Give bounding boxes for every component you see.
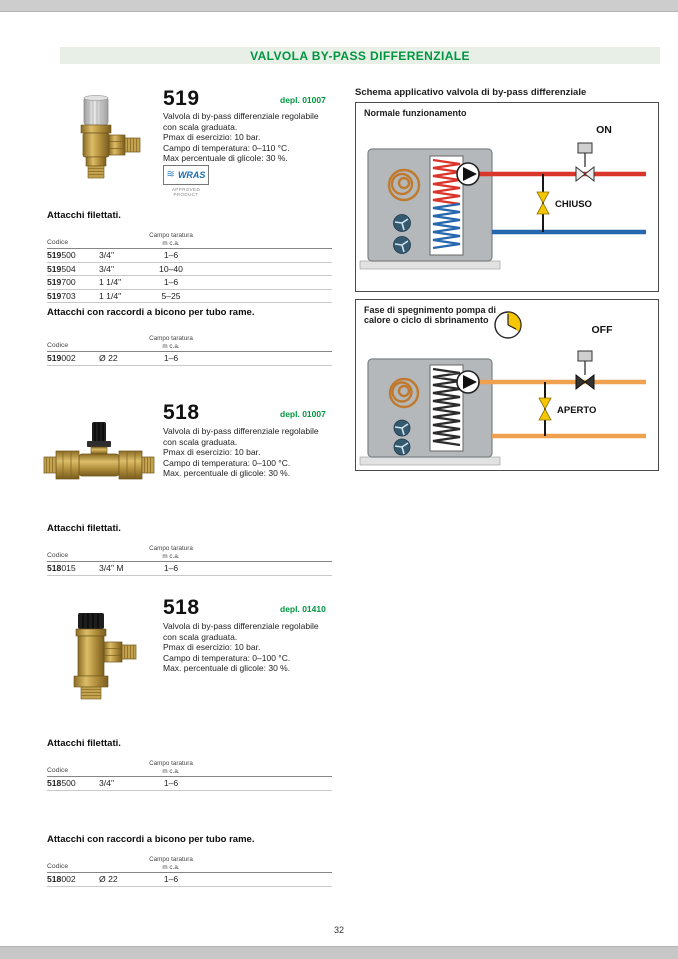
- desc-line: Campo di temperatura: 0–100 °C.: [163, 652, 291, 663]
- valve-outlet: [104, 642, 136, 662]
- product-image-518a: [36, 420, 162, 503]
- depl-code-518b: depl. 01410: [280, 604, 326, 614]
- bypass-valve-icon: [537, 192, 549, 214]
- valve-body: [79, 447, 119, 476]
- cell-range: 1–6: [163, 277, 179, 288]
- valve-knob: [87, 422, 111, 447]
- valve-state-label: OFF: [591, 324, 613, 336]
- title-line: Fase di spegnimento pompa di: [364, 305, 497, 315]
- valve-actuator: [578, 143, 592, 153]
- page-title: VALVOLA BY-PASS DIFFERENZIALE: [250, 48, 470, 63]
- valve-union-right: [119, 451, 154, 479]
- product-image-518b: [48, 610, 160, 710]
- fan-icon: [394, 420, 410, 436]
- water-wave-icon: ≋: [166, 169, 175, 180]
- table-row: [47, 352, 332, 366]
- valve-knob: [84, 95, 108, 125]
- title-line: calore o ciclo di sbrinamento: [364, 315, 489, 325]
- desc-line: Pmax di esercizio: 10 bar.: [163, 132, 261, 143]
- cell-code: 518500: [47, 778, 76, 789]
- desc-line: Valvola di by-pass differenziale regolabile: [163, 111, 319, 121]
- column-codice: Codice: [47, 552, 69, 559]
- product-code-518a: 518: [163, 401, 200, 424]
- desc-line: Max. percentuale di glicole: 30 %.: [163, 663, 291, 674]
- table-header: [47, 330, 332, 352]
- cell-code: 519700: [47, 277, 76, 288]
- product-code-518b: 518: [163, 596, 200, 619]
- cell-size: 3/4": [99, 778, 114, 789]
- page-title-bar: [60, 47, 660, 64]
- diagram-defrost: [356, 300, 658, 470]
- valve-outlet: [109, 135, 140, 155]
- valve-519-illustration: [48, 93, 156, 185]
- product-description-518b: [163, 621, 319, 674]
- schema-defrost-title: [364, 305, 496, 325]
- cell-code: 519002: [47, 353, 76, 364]
- valve-518a-illustration: [36, 420, 162, 498]
- schema-box-normal: [355, 102, 659, 292]
- cell-code: 519500: [47, 250, 76, 261]
- column-campo-taratura: Campo taratura m c.a.: [149, 232, 193, 247]
- product-code-519: 519: [163, 87, 200, 110]
- table-row: [47, 276, 332, 290]
- cell-range: 10–40: [159, 263, 183, 274]
- column-codice: Codice: [47, 239, 69, 246]
- table-row: [47, 249, 332, 263]
- schema-section-title: Schema applicativo valvola di by-pass differenziale: [355, 87, 587, 98]
- depl-code-519: depl. 01007: [280, 95, 326, 105]
- table-row: [47, 873, 332, 887]
- cell-range: 1–6: [163, 778, 179, 789]
- cell-code: 518015: [47, 563, 76, 574]
- valve-body: [76, 629, 106, 676]
- cell-code: 519504: [47, 263, 76, 274]
- table-header: [47, 227, 332, 249]
- column-codice: Codice: [47, 863, 69, 870]
- cell-code: 519703: [47, 290, 76, 301]
- desc-line: Valvola di by-pass differenziale regolabile: [163, 621, 319, 631]
- desc-line: Pmax di esercizio: 10 bar.: [163, 447, 261, 458]
- cell-size: 1 1/4": [99, 290, 122, 301]
- column-codice: Codice: [47, 342, 69, 349]
- table-header: [47, 755, 332, 777]
- table-row: [47, 562, 332, 576]
- table-518b-filettati: [47, 755, 332, 791]
- table-header: [47, 851, 332, 873]
- section-heading-518b-filettati: Attacchi filettati.: [47, 738, 121, 749]
- desc-line: Campo di temperatura: 0–110 °C.: [163, 142, 290, 153]
- bypass-state-label: CHIUSO: [555, 199, 592, 210]
- wras-label: WRAS: [177, 170, 206, 180]
- product-description-519: [163, 111, 319, 164]
- wras-caption: APPROVED PRODUCT: [171, 187, 201, 197]
- valve-union-left: [44, 451, 79, 479]
- table-header: [47, 540, 332, 562]
- section-heading-518b-bicono: Attacchi con raccordi a bicono per tubo rame.: [47, 834, 255, 845]
- bypass-state-label: APERTO: [557, 405, 597, 416]
- cell-size: Ø 22: [99, 874, 118, 885]
- valve-inlet: [74, 676, 108, 699]
- pump-icon: [457, 371, 479, 393]
- table-518a-filettati: [47, 540, 332, 576]
- table-519-bicono: [47, 330, 332, 366]
- wras-logo: [163, 165, 209, 185]
- cell-range: 1–6: [163, 353, 179, 364]
- unit-base: [360, 457, 500, 465]
- unit-base: [360, 261, 500, 269]
- cell-range: 1–6: [163, 563, 179, 574]
- valve-inlet: [86, 157, 106, 178]
- column-campo-taratura: Campo taratura m c.a.: [149, 335, 193, 350]
- cell-size: 3/4" M: [99, 563, 124, 574]
- cell-size: 3/4": [99, 250, 114, 261]
- page-edge-bottom: [0, 946, 678, 959]
- desc-line: Max. percentuale di glicole: 30 %.: [163, 468, 291, 479]
- section-heading-519-bicono: Attacchi con raccordi a bicono per tubo rame.: [47, 307, 255, 318]
- timer-clock-icon: [495, 312, 521, 338]
- cell-size: Ø 22: [99, 353, 118, 364]
- cell-code: 518002: [47, 874, 76, 885]
- page-edge-top: [0, 0, 678, 12]
- page-number: 32: [333, 925, 344, 935]
- product-description-518a: [163, 426, 319, 479]
- desc-line: con scala graduata.: [163, 436, 238, 447]
- valve-actuator: [578, 351, 592, 361]
- schema-normal-title: Normale funzionamento: [364, 108, 467, 118]
- section-heading-518a-filettati: Attacchi filettati.: [47, 523, 121, 534]
- cell-range: 5–25: [161, 290, 181, 301]
- desc-line: Pmax di esercizio: 10 bar.: [163, 642, 261, 653]
- column-campo-taratura: Campo taratura m c.a.: [149, 760, 193, 775]
- table-row: [47, 263, 332, 277]
- product-image-519: [48, 93, 156, 190]
- schema-box-defrost: [355, 299, 659, 471]
- bypass-valve-icon: [539, 398, 551, 420]
- table-519-filettati: [47, 227, 332, 303]
- pump-icon: [457, 163, 479, 185]
- cell-range: 1–6: [163, 250, 179, 261]
- table-row: [47, 290, 332, 304]
- fan-icon: [394, 215, 411, 232]
- desc-line: Campo di temperatura: 0–100 °C.: [163, 457, 291, 468]
- fan-icon: [394, 237, 411, 254]
- cell-size: 3/4": [99, 263, 114, 274]
- cell-size: 1 1/4": [99, 277, 122, 288]
- valve-cap: [78, 613, 104, 629]
- column-codice: Codice: [47, 767, 69, 774]
- depl-code-518a: depl. 01007: [280, 409, 326, 419]
- fan-icon: [394, 439, 410, 455]
- table-518b-bicono: [47, 851, 332, 887]
- column-campo-taratura: Campo taratura m c.a.: [149, 545, 193, 560]
- desc-line: con scala graduata.: [163, 121, 238, 132]
- diagram-normal-operation: [356, 103, 658, 291]
- wras-mark: [163, 165, 209, 197]
- section-heading-519-filettati: Attacchi filettati.: [47, 210, 121, 221]
- table-row: [47, 777, 332, 791]
- desc-line: Max percentuale di glicole: 30 %.: [163, 153, 288, 164]
- column-campo-taratura: Campo taratura m c.a.: [149, 856, 193, 871]
- valve-518b-illustration: [48, 610, 160, 705]
- desc-line: Valvola di by-pass differenziale regolabile: [163, 426, 319, 436]
- cell-range: 1–6: [163, 874, 179, 885]
- desc-line: con scala graduata.: [163, 631, 238, 642]
- valve-body: [81, 125, 111, 157]
- valve-state-label: ON: [596, 124, 612, 136]
